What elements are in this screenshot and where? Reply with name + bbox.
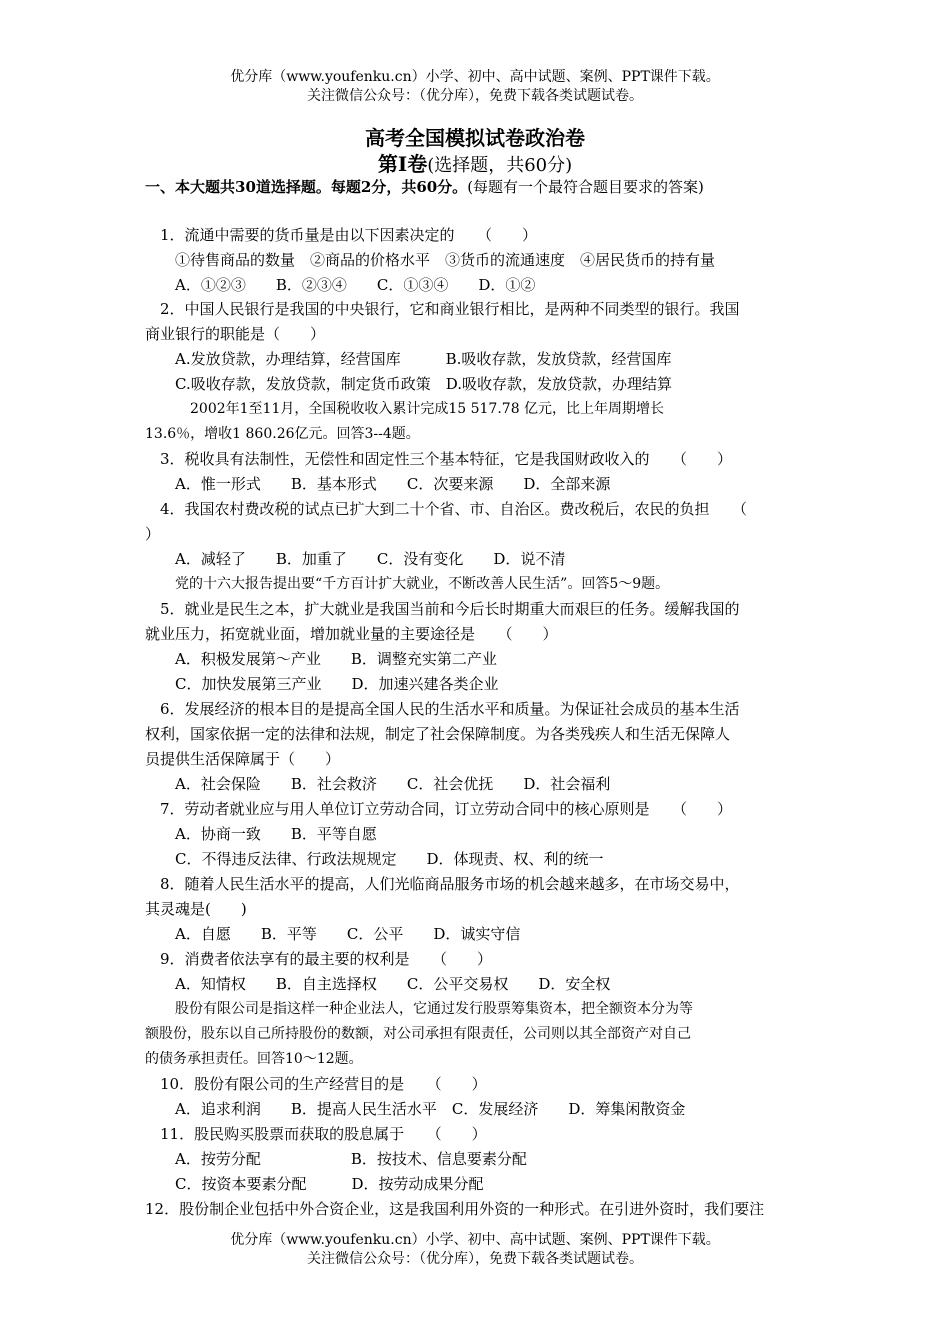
page-title: 高考全国模拟试卷政治卷: [365, 126, 585, 150]
question-line: 8．随着人民生活水平的提高，人们光临商品服务市场的机会越来越多，在市场交易中，: [160, 875, 740, 893]
question-line: A．惟一形式 B．基本形式 C．次要来源 D．全部来源: [175, 475, 611, 493]
question-line: A.发放贷款，办理结算，经营国库 B.吸收存款，发放贷款，经营国库: [175, 350, 672, 368]
paper-subtitle: [0, 148, 950, 177]
question-line: A．减轻了 B．加重了 C．没有变化 D．说不清: [175, 550, 566, 568]
question-line: 股份有限公司是指这样一种企业法人，它通过发行股票筹集资本，把全额资本分为等: [175, 1001, 693, 1017]
question-line: 11．股民购买股票而获取的股息属于 （ ）: [160, 1125, 487, 1143]
question-line: C．按资本要素分配 D．按劳动成果分配: [175, 1175, 484, 1193]
question-line: 的债务承担责任。回答10～12题。: [145, 1051, 363, 1067]
question-line: 其灵魂是( ): [145, 900, 247, 918]
volume-note: (选择题，共60分): [427, 155, 573, 176]
question-line: 5．就业是民生之本，扩大就业是我国当前和今后长时期重大而艰巨的任务。缓解我国的: [160, 600, 740, 618]
question-line: 党的十六大报告提出要“千方百计扩大就业，不断改善人民生活”。回答5～9题。: [175, 576, 670, 592]
section-heading-bold: 一、本大题共30道选择题。每题2分，共60分。: [145, 178, 468, 196]
question-line: A．社会保险 B．社会救济 C．社会优抚 D．社会福利: [175, 775, 611, 793]
question-line: A．协商一致 B．平等自愿: [175, 825, 377, 843]
question-line: A．自愿 B．平等 C．公平 D．诚实守信: [175, 925, 521, 943]
question-line: A．知情权 B．自主选择权 C．公平交易权 D．安全权: [175, 975, 611, 993]
question-line: C．加快发展第三产业 D．加速兴建各类企业: [175, 675, 499, 693]
question-line: A．①②③ B．②③④ C．①③④ D．①②: [175, 276, 536, 294]
question-line: 商业银行的职能是（ ）: [145, 325, 326, 343]
question-line: C.吸收存款，发放贷款，制定货币政策 D.吸收存款，发放贷款，办理结算: [175, 375, 672, 393]
volume-label: 第Ⅰ卷: [377, 152, 428, 176]
footer-line-1: 优分库（www.youfenku.cn）小学、初中、高中试题、案例、PPT课件下载。: [230, 1232, 720, 1248]
question-line: 3．税收具有法制性，无偿性和固定性三个基本特征，它是我国财政收入的 （ ）: [160, 450, 733, 468]
question-line: ）: [145, 525, 161, 543]
header-line-2: 关注微信公众号：（优分库），免费下载各类试题试卷。: [307, 88, 643, 104]
section-heading-note: (每题有一个最符合题目要求的答案): [467, 178, 704, 196]
question-line: 2002年1至11月，全国税收收入累计完成15 517.78 亿元，比上年周期增长: [190, 401, 665, 417]
section-heading: [145, 177, 810, 197]
header-line-1: 优分库（www.youfenku.cn）小学、初中、高中试题、案例、PPT课件下载。: [230, 69, 720, 85]
question-line: 13.6％，增收1 860.26亿元。回答3--4题。: [145, 426, 420, 442]
question-line: 12．股份制企业包括中外合资企业，这是我国利用外资的一种形式。在引进外资时，我们要注: [145, 1200, 765, 1218]
question-line: A．按劳分配 B．按技术、信息要素分配: [175, 1150, 527, 1168]
question-line: 1．流通中需要的货币量是由以下因素决定的 （ ）: [160, 226, 538, 244]
question-line: 6．发展经济的根本目的是提高全国人民的生活水平和质量。为保证社会成员的基本生活: [160, 700, 740, 718]
question-line: A．积极发展第～产业 B．调整充实第二产业: [175, 650, 497, 668]
question-line: 9．消费者依法享有的最主要的权利是 （ ）: [160, 950, 493, 968]
question-line: C．不得违反法律、行政法规规定 D．体现责、权、利的统一: [175, 850, 604, 868]
question-line: ①待售商品的数量 ②商品的价格水平 ③货币的流通速度 ④居民货币的持有量: [175, 251, 716, 269]
question-line: A．追求利润 B．提高人民生活水平 C．发展经济 D．筹集闲散资金: [175, 1100, 686, 1118]
footer-line-2: 关注微信公众号：（优分库），免费下载各类试题试卷。: [307, 1251, 643, 1267]
question-line: 额股份，股东以自己所持股份的数额，对公司承担有限责任，公司则以其全部资产对自己: [145, 1026, 691, 1042]
question-line: 7．劳动者就业应与用人单位订立劳动合同，订立劳动合同中的核心原则是 （ ）: [160, 800, 733, 818]
question-line: 10．股份有限公司的生产经营目的是 （ ）: [160, 1075, 487, 1093]
question-line: 2．中国人民银行是我国的中央银行，它和商业银行相比，是两种不同类型的银行。我国: [160, 300, 740, 318]
question-line: 4．我国农村费改税的试点已扩大到二十个省、市、自治区。费改税后，农民的负担 （: [160, 500, 748, 518]
question-line: 员提供生活保障属于（ ）: [145, 750, 341, 768]
question-line: 权利，国家依据一定的法律和法规，制定了社会保障制度。为各类残疾人和生活无保障人: [145, 725, 731, 743]
question-line: 就业压力，拓宽就业面，增加就业量的主要途径是 （ ）: [145, 625, 558, 643]
